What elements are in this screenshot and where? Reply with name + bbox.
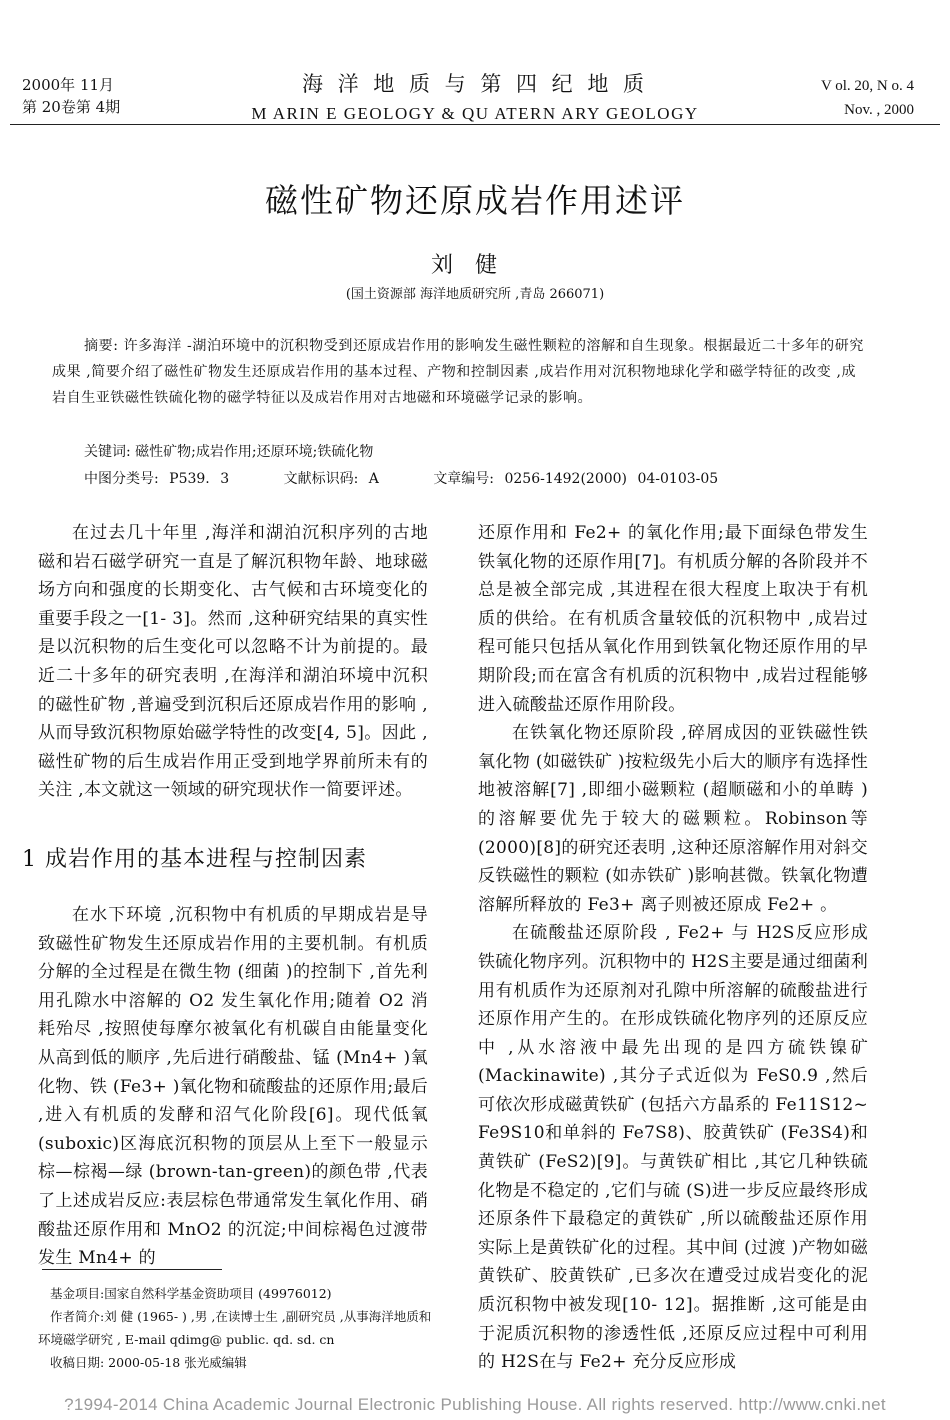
clc-number: 中图分类号: P539. 3 <box>84 471 230 487</box>
intro-paragraph: 在过去几十年里 ,海洋和湖泊沉积序列的古地磁和岩石磁学研究一直是了解沉积物年龄、地球磁场方向和强度的长期变化、古气候和古环境变化的重要手段之一[1- 3]。然而 ,这种研究结果的真实性是以沉积物的后生变化可以忽略不计为前提的。最近二十多年的研究表明 ,在海洋和湖泊环境中沉积的磁性矿物 ,普遍受到沉积后还原成岩作用的影响 ,从而导致沉积物原始磁学特性的改变[4, 5]。因此 ,磁性矿物的后生成岩作用正受到地学界前所未有的关注 ,本文就这一领域的研究现状作一简要评述。 <box>38 523 428 801</box>
section1-paragraph-2: 在铁氧化物还原阶段 ,碎屑成因的亚铁磁性铁氧化物 (如磁铁矿 )按粒级先小后大的顺序有选择性地被溶解[7] ,即细小磁颗粒 (超顺磁和小的单畴 )的溶解要优先于较大的磁颗粒。Robinson等 (2000)[8]的研究还表明 ,这种还原溶解作用对斜交反铁磁性的颗粒 (如赤铁矿 )影响甚微。铁氧化物遭溶解所释放的 Fe3+ 离子则被还原成 Fe2+ 。 <box>478 723 868 915</box>
issue-info-en <box>821 74 914 122</box>
section1-paragraph-1-cont: 还原作用和 Fe2+ 的氧化作用;最下面绿色带发生铁氧化物的还原作用[7]。有机质分解的各阶段并不总是被全部完成 ,其进程在很大程度上取决于有机质的供给。在有机质含量较低的沉积物中 ,成岩过程可能只包括从氧化作用到铁氧化物还原作用的早期阶段;而在富含有机质的沉积物中 ,成岩过程能够进入硫酸盐还原作用阶段。 <box>478 523 868 715</box>
document-code: 文献标识码: A <box>283 471 379 487</box>
article-number: 文章编号: 0256-1492(2000) 04-0103-05 <box>433 471 719 487</box>
abstract-text: 摘要: 许多海洋 -湖泊环境中的沉积物受到还原成岩作用的影响发生磁性颗粒的溶解和自生现象。根据最近二十多年的研究成果 ,简要介绍了磁性矿物发生还原成岩作用的基本过程、产物和控制因素 ,成岩作用对沉积物地球化学和磁学特征的改变 ,成岩自生亚铁磁性铁硫化物的磁学特征以及成岩作用对古地磁和环境磁学记录的影响。 <box>52 338 864 406</box>
header-rule <box>10 124 940 125</box>
article-title: 磁性矿物还原成岩作用述评 <box>265 181 685 220</box>
abstract <box>52 333 867 411</box>
issue-date-en: Nov. , 2000 <box>844 102 914 118</box>
footnotes <box>38 1282 438 1374</box>
section1-paragraph-1: 在水下环境 ,沉积物中有机质的早期成岩是导致磁性矿物发生还原成岩作用的主要机制。有机质分解的全过程是在微生物 (细菌 )的控制下 ,首先利用孔隙水中溶解的 O2 发生氧化作用;随着 O2 消耗殆尽 ,按照使每摩尔被氧化有机碳自由能量变化从高到低的顺序 ,先后进行硝酸盐、锰 (Mn4+ )氧化物、铁 (Fe3+ )氧化物和硫酸盐的还原作用;最后 ,进入有机质的发酵和沼气化阶段[6]。现代低氧 (suboxic)区海底沉积物的顶层从上至下一般显示棕—棕褐—绿 (brown-tan-green)的颜色带 ,代表了上述成岩反应:表层棕色带通常发生氧化作用、硝酸盐还原作用和 MnO2 的沉淀;中间棕褐色过渡带发生 Mn4+ 的 <box>38 905 428 1269</box>
author-affiliation: (国土资源部 海洋地质研究所 ,青岛 266071) <box>345 287 605 302</box>
fund-note: 基金项目:国家自然科学基金资助项目 (49976012) <box>50 1286 332 1301</box>
body-column-left-lower <box>38 901 428 1273</box>
footnote-rule <box>42 1269 222 1270</box>
issue-volume-en: V ol. 20, N o. 4 <box>820 78 914 94</box>
keywords: 关键词: 磁性矿物;成岩作用;还原环境;铁硫化物 <box>84 444 374 460</box>
issue-date: 2000年 11月 <box>22 76 115 94</box>
author-bio-note: 作者简介:刘 健 (1965- ) ,男 ,在读博士生 ,副研究员 ,从事海洋地质和环境磁学研究 , E-mail qdimg@ public. qd. sd. cn <box>38 1309 432 1347</box>
section-heading-1: 1 成岩作用的基本进程与控制因素 <box>22 847 367 872</box>
received-date-note: 收稿日期: 2000-05-18 张光威编辑 <box>50 1355 247 1370</box>
journal-name-cn: 海 洋 地 质 与 第 四 纪 地 质 <box>301 72 649 96</box>
journal-name <box>0 68 950 124</box>
copyright-footer: ?1994-2014 China Academic Journal Electronic Publishing House. All rights reserved. http://www.cnki.net <box>64 1395 886 1414</box>
body-column-right <box>478 519 868 1377</box>
classification-line <box>84 468 762 488</box>
section1-paragraph-3: 在硫酸盐还原阶段 , Fe2+ 与 H2S反应形成铁硫化物序列。沉积物中的 H2S主要是通过细菌利用有机质作为还原剂对孔隙中所溶解的硫酸盐进行还原作用产生的。在形成铁硫化物序列的还原反应中 ,从水溶液中最先出现的是四方硫铁镍矿 (Mackinawite) ,其分子式近似为 FeS0.9 ,然后可依次形成磁黄铁矿 (包括六方晶系的 Fe11S12~ Fe9S10和单斜的 Fe7S8)、胶黄铁矿 (Fe3S4)和黄铁矿 (FeS2)[9]。与黄铁矿相比 ,其它几种铁硫化物是不稳定的 ,它们与硫 (S)进一步反应最终形成还原条件下最稳定的黄铁矿 ,所以硫酸盐还原作用实际上是黄铁矿化的过程。其中间 (过渡 )产物如磁黄铁矿、胶黄铁矿 ,已多次在遭受过成岩变化的泥质沉积物中被发现[10- 12]。据推断 ,这可能是由于泥质沉积物的渗透性低 ,还原反应过程中可利用的 H2S在与 Fe2+ 充分反应形成 <box>478 923 868 1373</box>
body-column-left <box>38 519 428 805</box>
issue-volume-cn: 第 20卷第 4期 <box>22 98 121 116</box>
journal-name-en: M ARIN E GEOLOGY & QU ATERN ARY GEOLOGY <box>251 104 699 123</box>
article-author: 刘健 <box>430 253 519 278</box>
